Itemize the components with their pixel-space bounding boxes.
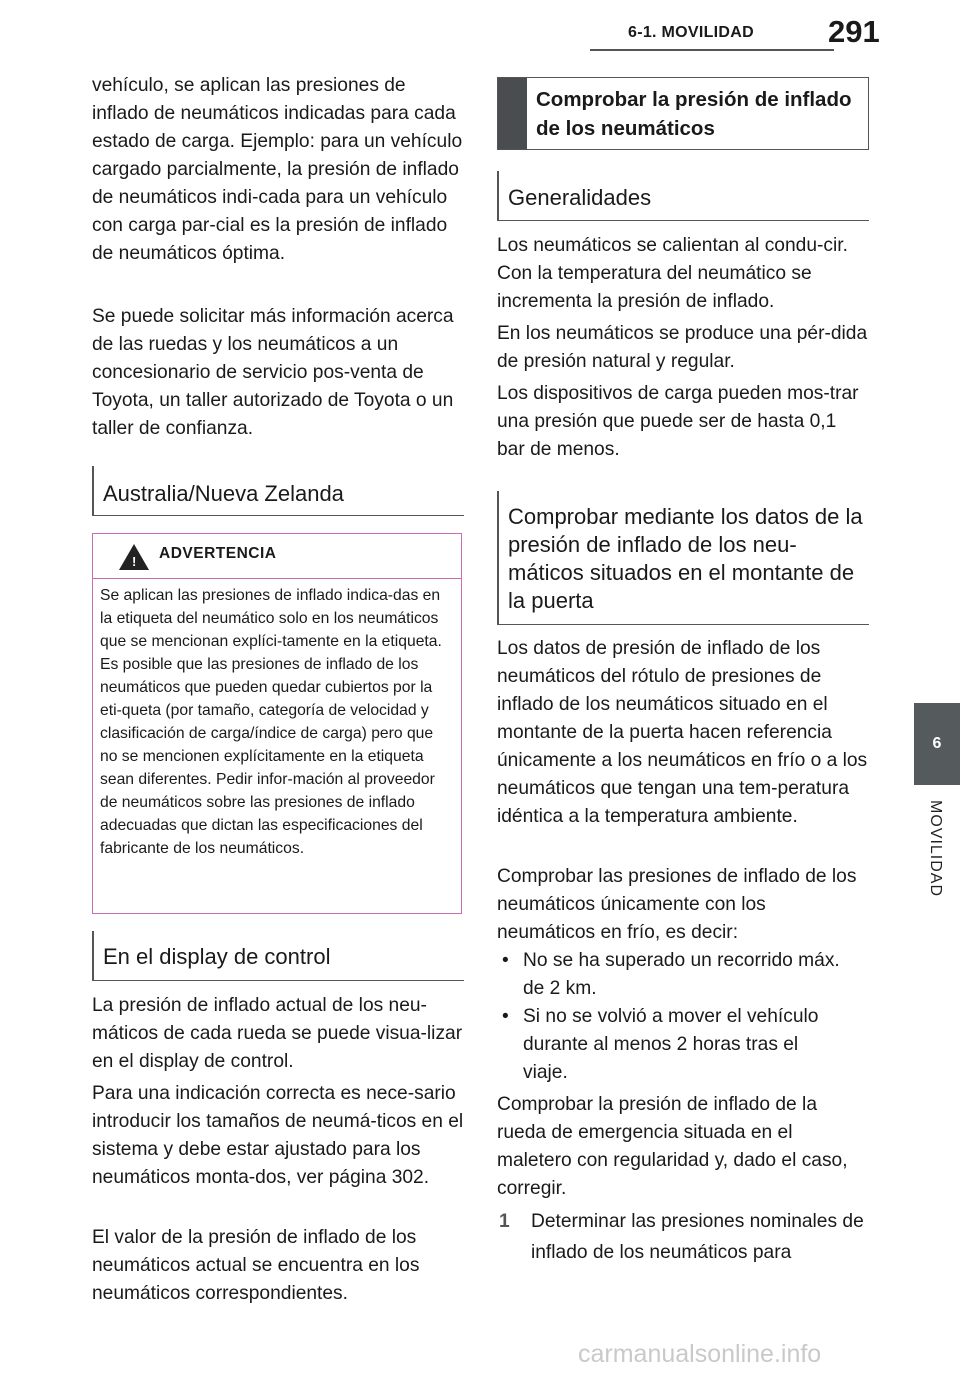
section-bar bbox=[92, 931, 94, 981]
heading-rule bbox=[92, 980, 464, 981]
door-paragraph-3: Comprobar la presión de inflado de la rueda de emergencia situada en el maletero con regularidad y, dado el caso, corregir. bbox=[497, 1094, 848, 1199]
list-item: • No se ha superado un recorrido máx. de 2 km. bbox=[497, 947, 842, 1003]
exclamation-icon: ! bbox=[132, 554, 137, 569]
step-text: Determinar las presiones nominales de inflado de los neumáticos para bbox=[531, 1211, 864, 1263]
heading-box-bar bbox=[498, 78, 527, 149]
heading-rule bbox=[497, 624, 869, 625]
running-header-section: 6-1. MOVILIDAD bbox=[628, 24, 754, 41]
list-item: • Si no se volvió a mover el vehículo durante al menos 2 horas tras el viaje. bbox=[497, 1003, 842, 1087]
watermark: carmanualsonline.info bbox=[578, 1340, 822, 1368]
heading-general: Generalidades bbox=[508, 185, 652, 210]
door-paragraph-1: Los datos de presión de inflado de los neumáticos del rótulo de presiones de inflado de los neumáticos situado en el montante de la puerta hacen referencia únicamente a los neumáticos en frío o a los neumáticos que tengan una tem-peratura idéntica a la temperatura ambiente. bbox=[497, 638, 868, 827]
intro-paragraph-1: vehículo, se aplican las presiones de inflado de neumáticos indicadas para cada estado de carga. Ejemplo: para un vehículo cargado parcialmente, la presión de inflado de neumáticos indi-cada para un vehículo con carga par-cial es la presión de inflado de neumáticos óptima. bbox=[92, 75, 463, 264]
chapter-number: 6 bbox=[932, 735, 942, 752]
warning-box bbox=[92, 533, 462, 914]
general-paragraph-2: En los neumáticos se produce una pér-dida de presión natural y regular. bbox=[497, 323, 868, 372]
section-bar bbox=[497, 491, 499, 625]
display-paragraph-3: El valor de la presión de inflado de los neumáticos actual se encuentra en los neumáticos correspondientes. bbox=[92, 1227, 420, 1304]
heading-rule bbox=[92, 515, 464, 516]
general-paragraph-1: Los neumáticos se calientan al condu-cir. Con la temperatura del neumático se incrementa la presión de inflado. bbox=[497, 235, 848, 312]
page-number: 291 bbox=[828, 14, 880, 49]
warning-header bbox=[93, 534, 461, 579]
display-paragraph-1: La presión de inflado actual de los neu-máticos de cada rueda se puede visua-lizar en el display de control. bbox=[92, 995, 463, 1072]
section-bar bbox=[497, 171, 499, 221]
chapter-tab-label: MOVILIDAD bbox=[927, 800, 944, 898]
header-rule bbox=[590, 49, 834, 51]
step-number: 1 bbox=[499, 1211, 510, 1232]
bullet-list bbox=[497, 947, 842, 1087]
section-heading: Comprobar la presión de inflado de los neumáticos bbox=[536, 88, 852, 140]
heading-australia: Australia/Nueva Zelanda bbox=[103, 481, 344, 506]
section-heading-box bbox=[497, 77, 869, 150]
heading-display: En el display de control bbox=[103, 944, 331, 969]
step-item bbox=[497, 1206, 869, 1268]
section-bar bbox=[92, 466, 94, 516]
intro-paragraph-2: Se puede solicitar más información acerca de las ruedas y los neumáticos a un concesionario de servicio pos-venta de Toyota, un taller autorizado de Toyota o un taller de confianza. bbox=[92, 306, 454, 439]
chapter-tab bbox=[914, 703, 960, 785]
warning-title: ADVERTENCIA bbox=[159, 545, 277, 562]
door-paragraph-2: Comprobar las presiones de inflado de los neumáticos únicamente con los neumáticos en frío, es decir: bbox=[497, 866, 857, 943]
heading-rule bbox=[497, 220, 869, 221]
warning-text: Se aplican las presiones de inflado indica-das en la etiqueta del neumático solo en los neumáticos que se mencionan explíci-tamente en la etiqueta. Es posible que las presiones de inflado de los neumáticos que pueden quedar cubiertos por la eti-queta (por tamaño, categoría de velocidad y clasificación de carga/índice de carga) pero que no se mencionen explícitamente en la etiqueta sean diferentes. Pedir infor-mación al proveedor de neumáticos sobre las presiones de inflado adecuadas que dictan las especificaciones del fabricante de los neumáticos. bbox=[100, 587, 442, 857]
display-paragraph-2: Para una indicación correcta es nece-sario introducir los tamaños de neumá-ticos en el sistema y debe estar ajustado para los neumáticos monta-dos, ver página 302. bbox=[92, 1083, 464, 1188]
general-paragraph-3: Los dispositivos de carga pueden mos-trar una presión que puede ser de hasta 0,1 bar de menos. bbox=[497, 383, 859, 460]
heading-door: Comprobar mediante los datos de la presión de inflado de los neu-máticos situados en el montante de la puerta bbox=[508, 504, 863, 613]
